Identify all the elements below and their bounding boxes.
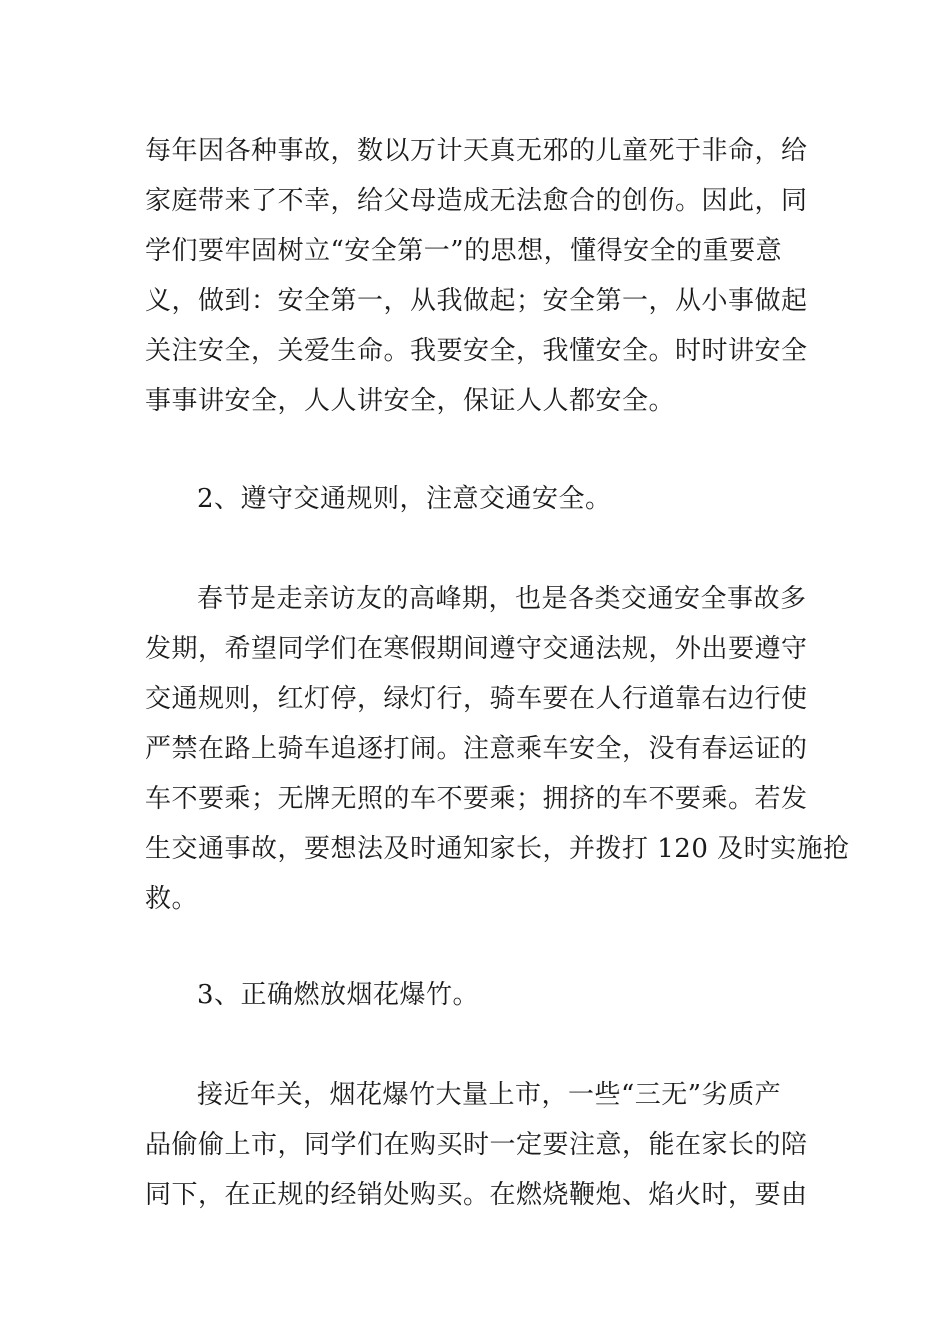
paragraph-traffic-safety bbox=[145, 574, 850, 924]
text-line: 春节是走亲访友的高峰期，也是各类交通安全事故多 bbox=[197, 584, 807, 614]
heading-fireworks bbox=[145, 970, 815, 1020]
text-line: 严禁在路上骑车追逐打闹。注意乘车安全，没有春运证的 bbox=[145, 734, 808, 764]
section-heading: 3、正确燃放烟花爆竹。 bbox=[197, 980, 480, 1010]
text-line: 救。 bbox=[145, 884, 199, 914]
text-line: 品偷偷上市，同学们在购买时一定要注意，能在家长的陪 bbox=[145, 1130, 808, 1160]
text-line: 事事讲安全，人人讲安全，保证人人都安全。 bbox=[145, 386, 676, 416]
text-line: 生交通事故，要想法及时通知家长，并拨打 120 及时实施抢 bbox=[145, 834, 850, 864]
text-line: 家庭带来了不幸，给父母造成无法愈合的创伤。因此，同 bbox=[145, 186, 808, 216]
paragraph-fireworks bbox=[145, 1070, 815, 1220]
text-line: 车不要乘；无牌无照的车不要乘；拥挤的车不要乘。若发 bbox=[145, 784, 808, 814]
paragraph-safety-importance bbox=[145, 126, 815, 426]
heading-traffic-safety bbox=[145, 474, 815, 524]
text-line: 接近年关，烟花爆竹大量上市，一些“三无”劣质产 bbox=[197, 1080, 782, 1110]
text-line: 交通规则，红灯停，绿灯行，骑车要在人行道靠右边行使 bbox=[145, 684, 808, 714]
text-line: 每年因各种事故，数以万计天真无邪的儿童死于非命，给 bbox=[145, 136, 808, 166]
text-line: 发期，希望同学们在寒假期间遵守交通法规，外出要遵守 bbox=[145, 634, 808, 664]
text-line: 义，做到：安全第一，从我做起；安全第一，从小事做起 bbox=[145, 286, 808, 316]
section-heading: 2、遵守交通规则，注意交通安全。 bbox=[197, 484, 612, 514]
text-line: 同下，在正规的经销处购买。在燃烧鞭炮、焰火时，要由 bbox=[145, 1180, 808, 1210]
text-line: 学们要牢固树立“安全第一”的思想，懂得安全的重要意 bbox=[145, 236, 783, 266]
text-line: 关注安全，关爱生命。我要安全，我懂安全。时时讲安全 bbox=[145, 336, 808, 366]
